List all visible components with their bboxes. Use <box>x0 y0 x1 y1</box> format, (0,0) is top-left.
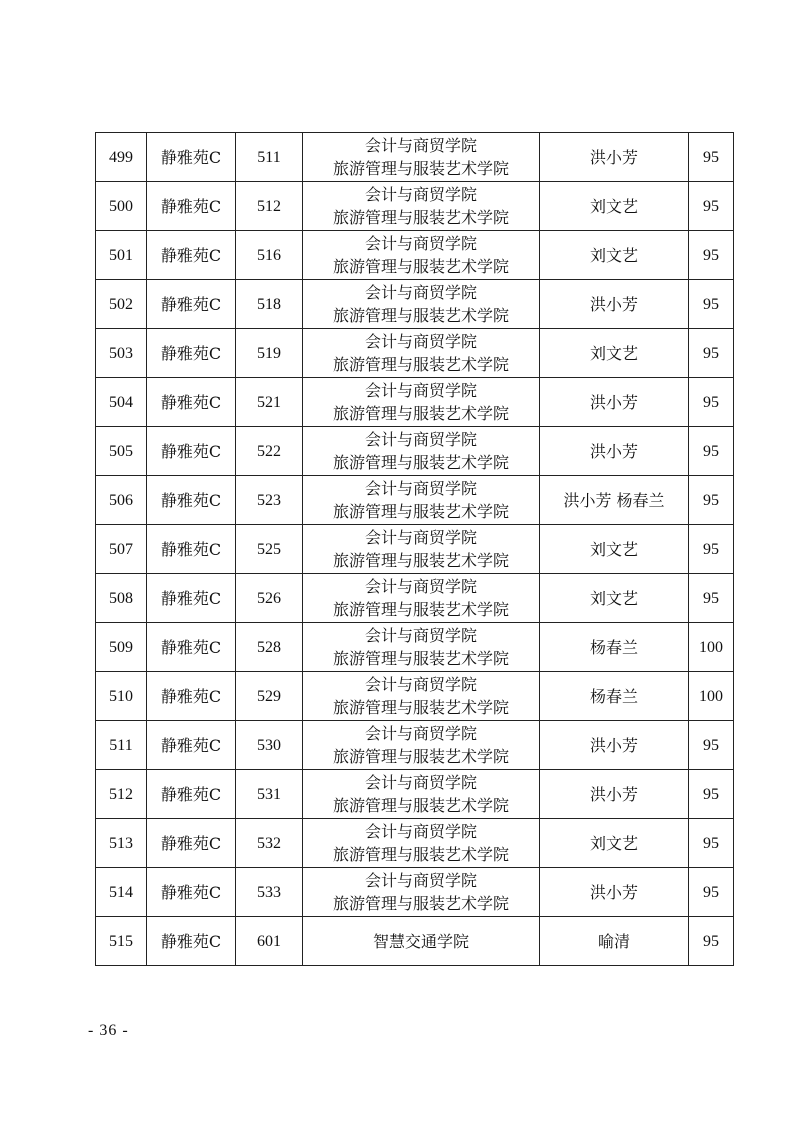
college-line: 会计与商贸学院 <box>364 577 477 596</box>
row-number-cell: 512 <box>96 770 147 819</box>
room-cell: 522 <box>236 427 303 476</box>
teacher-cell: 洪小芳 <box>540 133 689 182</box>
teacher-cell: 洪小芳 <box>540 770 689 819</box>
room-cell: 531 <box>236 770 303 819</box>
room-cell: 532 <box>236 819 303 868</box>
score-cell: 95 <box>689 476 734 525</box>
room-cell: 523 <box>236 476 303 525</box>
college-cell <box>303 868 540 917</box>
building-cell: 静雅苑C <box>147 378 236 427</box>
college-line: 会计与商贸学院 <box>364 822 477 841</box>
college-line: 旅游管理与服装艺术学院 <box>332 600 509 619</box>
building-cell: 静雅苑C <box>147 476 236 525</box>
teacher-cell: 喻清 <box>540 917 689 966</box>
college-cell <box>303 133 540 182</box>
college-cell <box>303 280 540 329</box>
college-line: 会计与商贸学院 <box>364 283 477 302</box>
college-line: 会计与商贸学院 <box>364 381 477 400</box>
college-line: 会计与商贸学院 <box>364 871 477 890</box>
teacher-cell: 杨春兰 <box>540 623 689 672</box>
college-cell <box>303 378 540 427</box>
room-cell: 511 <box>236 133 303 182</box>
college-cell <box>303 427 540 476</box>
building-cell: 静雅苑C <box>147 574 236 623</box>
building-cell: 静雅苑C <box>147 427 236 476</box>
building-cell: 静雅苑C <box>147 917 236 966</box>
row-number-cell: 504 <box>96 378 147 427</box>
building-cell: 静雅苑C <box>147 329 236 378</box>
college-line: 旅游管理与服装艺术学院 <box>332 453 509 472</box>
building-cell: 静雅苑C <box>147 819 236 868</box>
building-cell: 静雅苑C <box>147 770 236 819</box>
score-cell: 95 <box>689 917 734 966</box>
score-cell: 95 <box>689 770 734 819</box>
college-cell <box>303 819 540 868</box>
college-line: 会计与商贸学院 <box>364 430 477 449</box>
row-number-cell: 502 <box>96 280 147 329</box>
teacher-cell: 刘文艺 <box>540 819 689 868</box>
row-number-cell: 514 <box>96 868 147 917</box>
room-cell: 601 <box>236 917 303 966</box>
score-cell: 95 <box>689 819 734 868</box>
room-cell: 530 <box>236 721 303 770</box>
college-cell <box>303 770 540 819</box>
teacher-cell: 洪小芳 <box>540 868 689 917</box>
table-body <box>96 133 734 966</box>
college-line: 旅游管理与服装艺术学院 <box>332 747 509 766</box>
room-cell: 519 <box>236 329 303 378</box>
row-number-cell: 505 <box>96 427 147 476</box>
table-row <box>96 819 734 868</box>
college-line: 旅游管理与服装艺术学院 <box>332 698 509 717</box>
row-number-cell: 510 <box>96 672 147 721</box>
score-cell: 95 <box>689 182 734 231</box>
room-cell: 525 <box>236 525 303 574</box>
score-cell: 95 <box>689 378 734 427</box>
college-line: 旅游管理与服装艺术学院 <box>332 845 509 864</box>
college-line: 旅游管理与服装艺术学院 <box>332 649 509 668</box>
college-line: 会计与商贸学院 <box>364 332 477 351</box>
college-cell <box>303 231 540 280</box>
college-line: 旅游管理与服装艺术学院 <box>332 894 509 913</box>
college-line: 旅游管理与服装艺术学院 <box>332 208 509 227</box>
teacher-cell: 洪小芳 <box>540 721 689 770</box>
score-cell: 95 <box>689 868 734 917</box>
college-cell <box>303 525 540 574</box>
teacher-cell: 刘文艺 <box>540 525 689 574</box>
college-line: 会计与商贸学院 <box>364 234 477 253</box>
row-number-cell: 515 <box>96 917 147 966</box>
room-cell: 518 <box>236 280 303 329</box>
college-cell <box>303 623 540 672</box>
room-cell: 528 <box>236 623 303 672</box>
table-row <box>96 231 734 280</box>
row-number-cell: 506 <box>96 476 147 525</box>
row-number-cell: 507 <box>96 525 147 574</box>
score-cell: 95 <box>689 574 734 623</box>
college-cell <box>303 476 540 525</box>
score-cell: 95 <box>689 329 734 378</box>
college-cell <box>303 574 540 623</box>
college-line: 会计与商贸学院 <box>364 626 477 645</box>
college-line: 旅游管理与服装艺术学院 <box>332 502 509 521</box>
college-line: 智慧交通学院 <box>372 931 469 951</box>
teacher-cell: 洪小芳 <box>540 378 689 427</box>
table-row <box>96 378 734 427</box>
teacher-cell: 洪小芳 杨春兰 <box>540 476 689 525</box>
building-cell: 静雅苑C <box>147 133 236 182</box>
row-number-cell: 509 <box>96 623 147 672</box>
room-cell: 512 <box>236 182 303 231</box>
room-cell: 529 <box>236 672 303 721</box>
teacher-cell: 刘文艺 <box>540 574 689 623</box>
row-number-cell: 508 <box>96 574 147 623</box>
table-row <box>96 623 734 672</box>
score-cell: 95 <box>689 133 734 182</box>
college-line: 会计与商贸学院 <box>364 675 477 694</box>
score-cell: 95 <box>689 231 734 280</box>
building-cell: 静雅苑C <box>147 525 236 574</box>
college-cell <box>303 721 540 770</box>
college-line: 会计与商贸学院 <box>364 724 477 743</box>
building-cell: 静雅苑C <box>147 672 236 721</box>
dormitory-score-table <box>95 132 734 966</box>
teacher-cell: 刘文艺 <box>540 231 689 280</box>
table-row <box>96 182 734 231</box>
building-cell: 静雅苑C <box>147 721 236 770</box>
page-number: - 36 - <box>88 1022 129 1039</box>
table-row <box>96 133 734 182</box>
college-cell <box>303 917 540 966</box>
row-number-cell: 513 <box>96 819 147 868</box>
score-cell: 100 <box>689 672 734 721</box>
teacher-cell: 洪小芳 <box>540 427 689 476</box>
college-line: 旅游管理与服装艺术学院 <box>332 404 509 423</box>
score-cell: 95 <box>689 525 734 574</box>
teacher-cell: 刘文艺 <box>540 182 689 231</box>
row-number-cell: 500 <box>96 182 147 231</box>
table-row <box>96 525 734 574</box>
building-cell: 静雅苑C <box>147 868 236 917</box>
table-row <box>96 427 734 476</box>
college-cell <box>303 672 540 721</box>
college-line: 旅游管理与服装艺术学院 <box>332 306 509 325</box>
college-cell <box>303 182 540 231</box>
room-cell: 533 <box>236 868 303 917</box>
table-row <box>96 917 734 966</box>
teacher-cell: 洪小芳 <box>540 280 689 329</box>
teacher-cell: 杨春兰 <box>540 672 689 721</box>
score-cell: 100 <box>689 623 734 672</box>
building-cell: 静雅苑C <box>147 231 236 280</box>
row-number-cell: 501 <box>96 231 147 280</box>
row-number-cell: 511 <box>96 721 147 770</box>
college-line: 会计与商贸学院 <box>364 479 477 498</box>
college-line: 会计与商贸学院 <box>364 185 477 204</box>
score-cell: 95 <box>689 427 734 476</box>
college-line: 旅游管理与服装艺术学院 <box>332 159 509 178</box>
row-number-cell: 503 <box>96 329 147 378</box>
college-line: 旅游管理与服装艺术学院 <box>332 257 509 276</box>
college-line: 会计与商贸学院 <box>364 773 477 792</box>
score-cell: 95 <box>689 721 734 770</box>
building-cell: 静雅苑C <box>147 280 236 329</box>
table-row <box>96 280 734 329</box>
building-cell: 静雅苑C <box>147 182 236 231</box>
college-cell <box>303 329 540 378</box>
college-line: 会计与商贸学院 <box>364 136 477 155</box>
room-cell: 521 <box>236 378 303 427</box>
teacher-cell: 刘文艺 <box>540 329 689 378</box>
table-row <box>96 476 734 525</box>
table-row <box>96 721 734 770</box>
room-cell: 526 <box>236 574 303 623</box>
college-line: 会计与商贸学院 <box>364 528 477 547</box>
college-line: 旅游管理与服装艺术学院 <box>332 355 509 374</box>
room-cell: 516 <box>236 231 303 280</box>
table-row <box>96 770 734 819</box>
building-cell: 静雅苑C <box>147 623 236 672</box>
table-row <box>96 329 734 378</box>
college-line: 旅游管理与服装艺术学院 <box>332 551 509 570</box>
score-cell: 95 <box>689 280 734 329</box>
row-number-cell: 499 <box>96 133 147 182</box>
table-row <box>96 672 734 721</box>
table-row <box>96 574 734 623</box>
table-row <box>96 868 734 917</box>
college-line: 旅游管理与服装艺术学院 <box>332 796 509 815</box>
